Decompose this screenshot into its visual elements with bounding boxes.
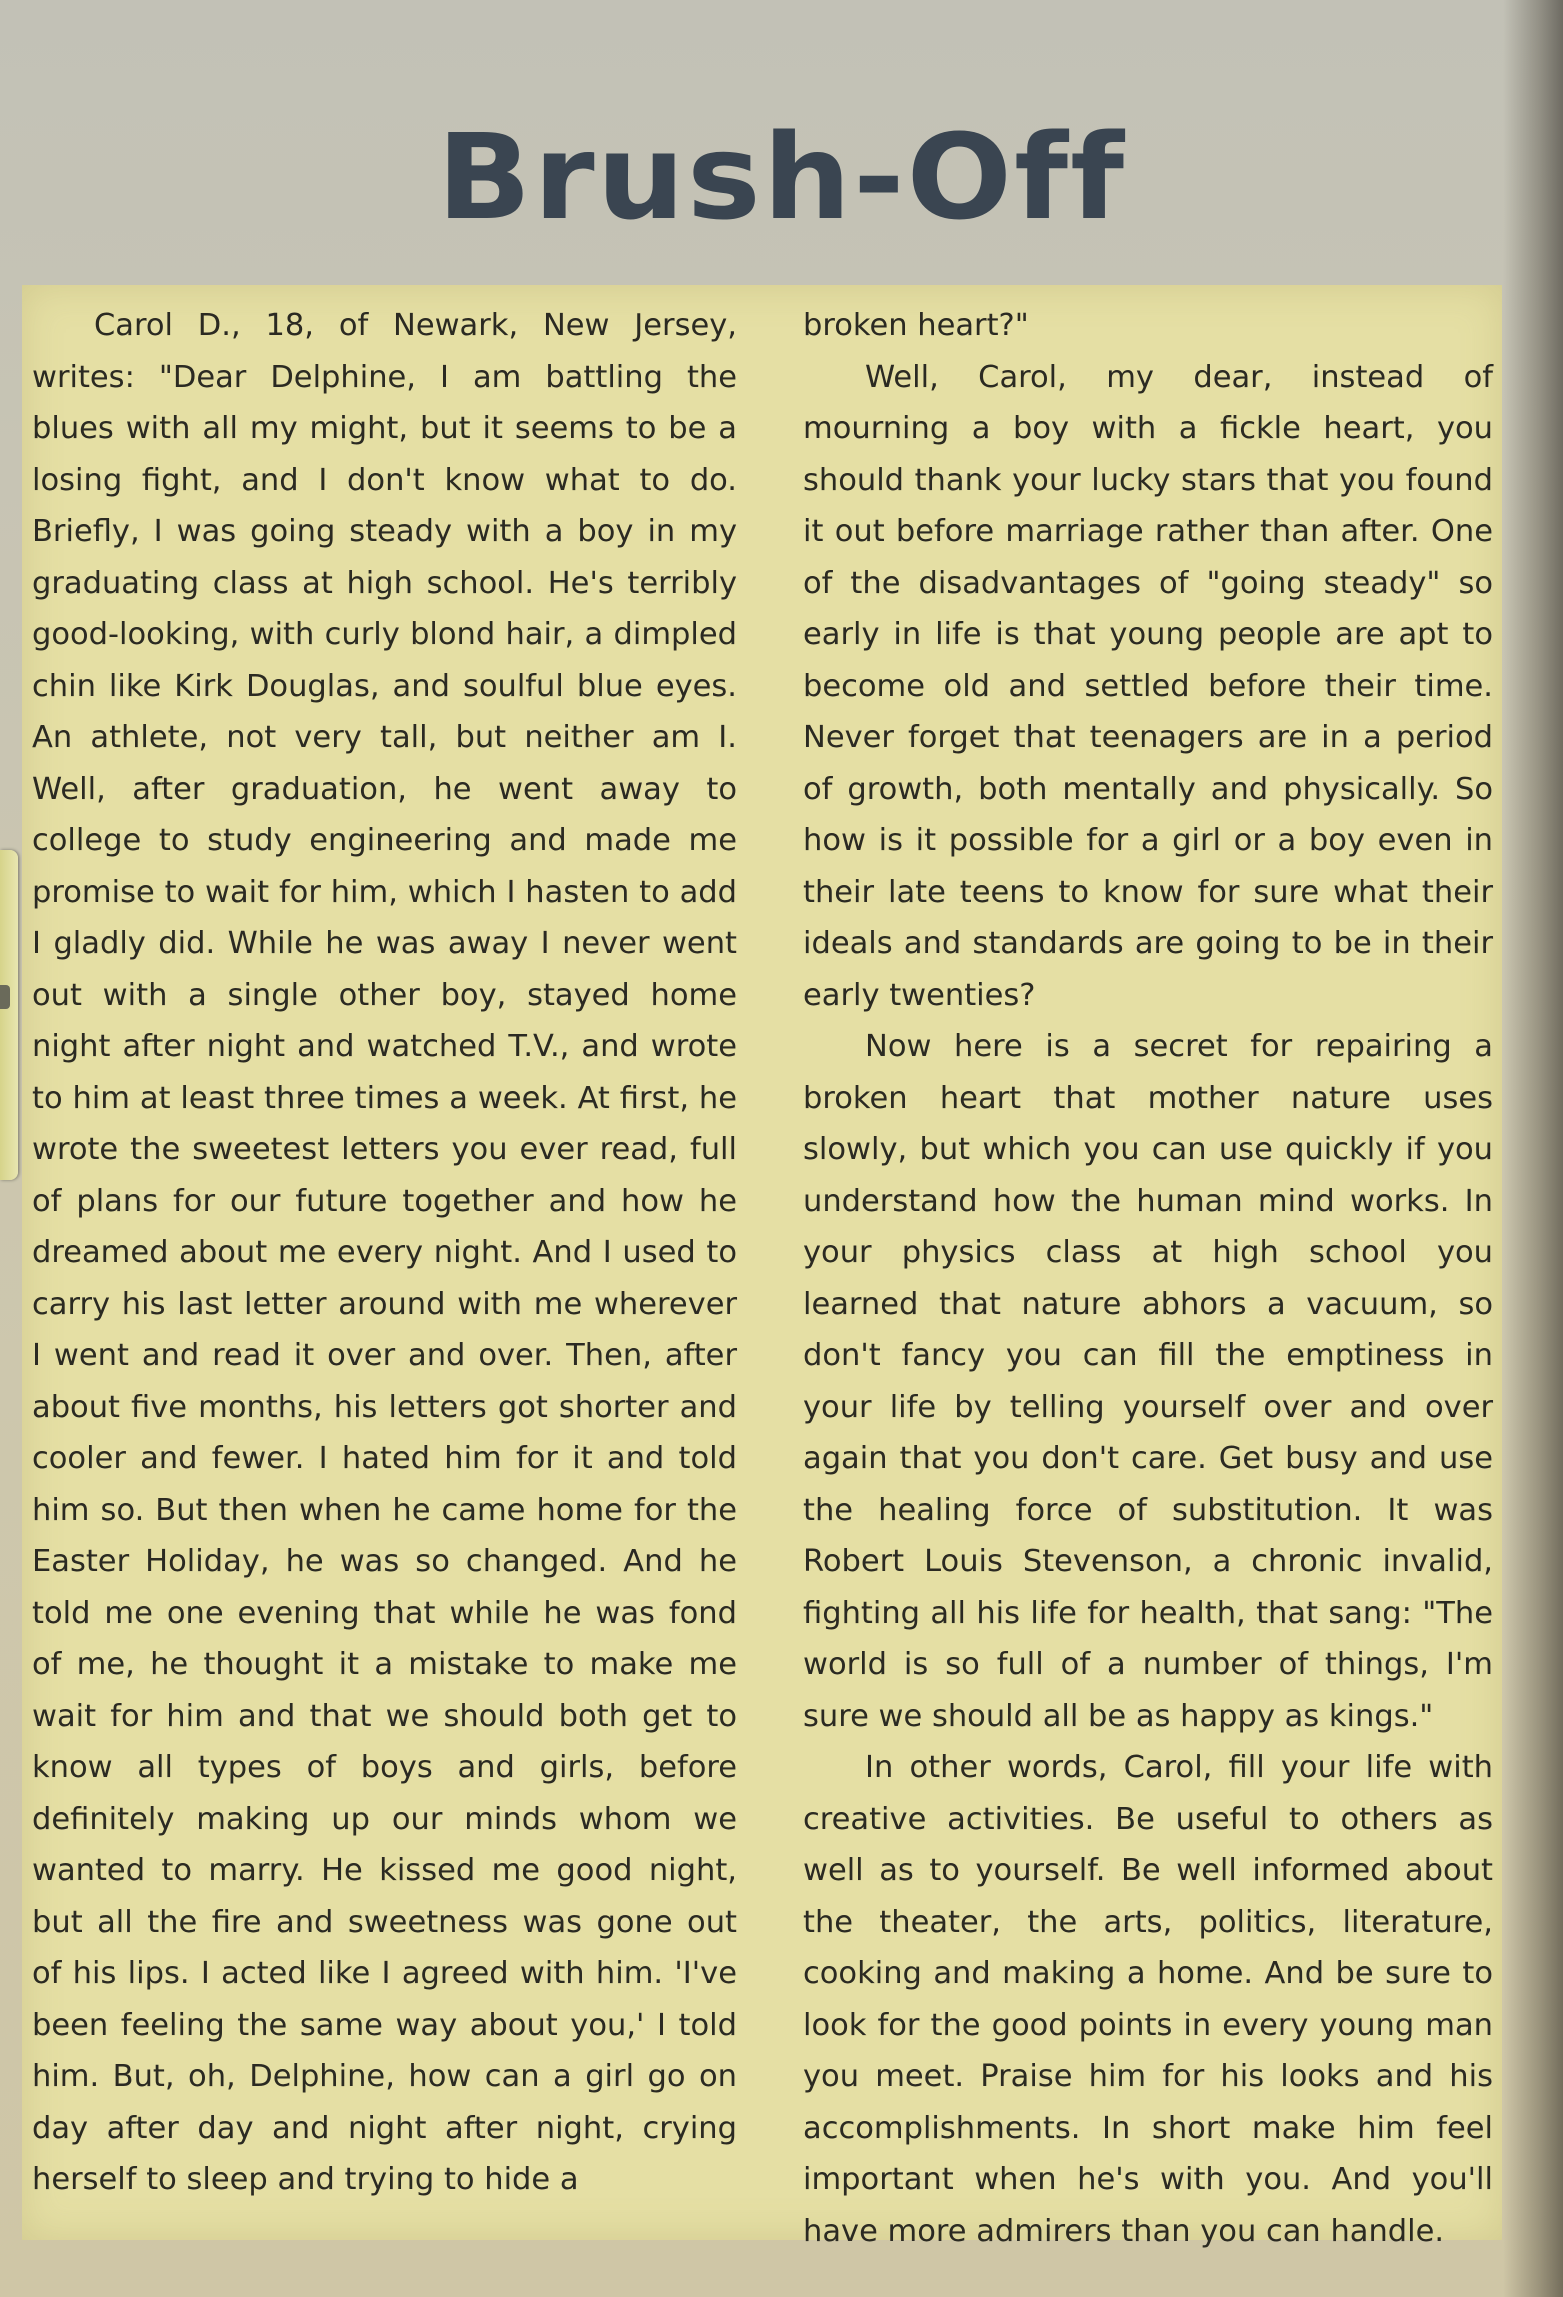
binding-pin (0, 985, 10, 1009)
left-column (32, 300, 737, 2206)
binding-tab (0, 850, 18, 1180)
letter-paragraph: Carol D., 18, of Newark, New Jersey, writes: "Dear Delphine, I am battling the blues with all my might, but it seems to be a losing fight, and I don't know what to do. Briefly, I was going steady with a boy in my graduating class at high school. He's terribly good-looking, with curly blond hair, a dimpled chin like Kirk Douglas, and soulful blue eyes. An athlete, not very tall, but neither am I. Well, after graduation, he went away to college to study engineering and made me promise to wait for him, which I hasten to add I gladly did. While he was away I never went out with a single other boy, stayed home night after night and watched T.V., and wrote to him at least three times a week. At first, he wrote the sweetest letters you ever read, full of plans for our future together and how he dreamed about me every night. And I used to carry his last letter around with me wherever I went and read it over and over. Then, after about five months, his letters got shorter and cooler and fewer. I hated him for it and told him so. But then when he came home for the Easter Holiday, he was so changed. And he told me one evening that while he was fond of me, he thought it a mistake to make me wait for him and that we should both get to know all types of boys and girls, before definitely making up our minds whom we wanted to marry. He kissed me good night, but all the fire and sweetness was gone out of his lips. I acted like I agreed with him. 'I've been feeling the same way about you,' I told him. But, oh, Delphine, how can a girl go on day after day and night after night, crying herself to sleep and trying to hide a (32, 308, 737, 2197)
right-column (803, 300, 1493, 2257)
letter-continuation: broken heart?" (803, 308, 1029, 343)
reply-paragraph-2: Now here is a secret for repairing a broken heart that mother nature uses slowly, but which you can use quickly if you understand how the human mind works. In your physics class at high school you learned that nature abhors a vacuum, so don't fancy you can fill the emptiness in your life by telling yourself over and over again that you don't care. Get busy and use the healing force of substitution. It was Robert Louis Stevenson, a chronic invalid, fighting all his life for health, that sang: "The world is so full of a number of things, I'm sure we should all be as happy as kings." (803, 1029, 1493, 1734)
page-gutter-shadow (1503, 0, 1563, 2297)
page-title: Brush-Off (436, 108, 1127, 246)
reply-paragraph-3: In other words, Carol, fill your life with creative activities. Be useful to others as well as to yourself. Be well informed about the theater, the arts, politics, literature, cooking and making a home. And be sure to look for the good points in every young man you meet. Praise him for his looks and his accomplishments. In short make him feel important when he's with you. And you'll have more admirers than you can handle. (803, 1750, 1493, 2249)
reply-paragraph-1: Well, Carol, my dear, instead of mourning a boy with a fickle heart, you should thank your lucky stars that you found it out before marriage rather than after. One of the disadvantages of "going steady" so early in life is that young people are apt to become old and settled before their time. Never forget that teenagers are in a period of growth, both mentally and physically. So how is it possible for a girl or a boy even in their late teens to know for sure what their ideals and standards are going to be in their early twenties? (803, 359, 1493, 1013)
